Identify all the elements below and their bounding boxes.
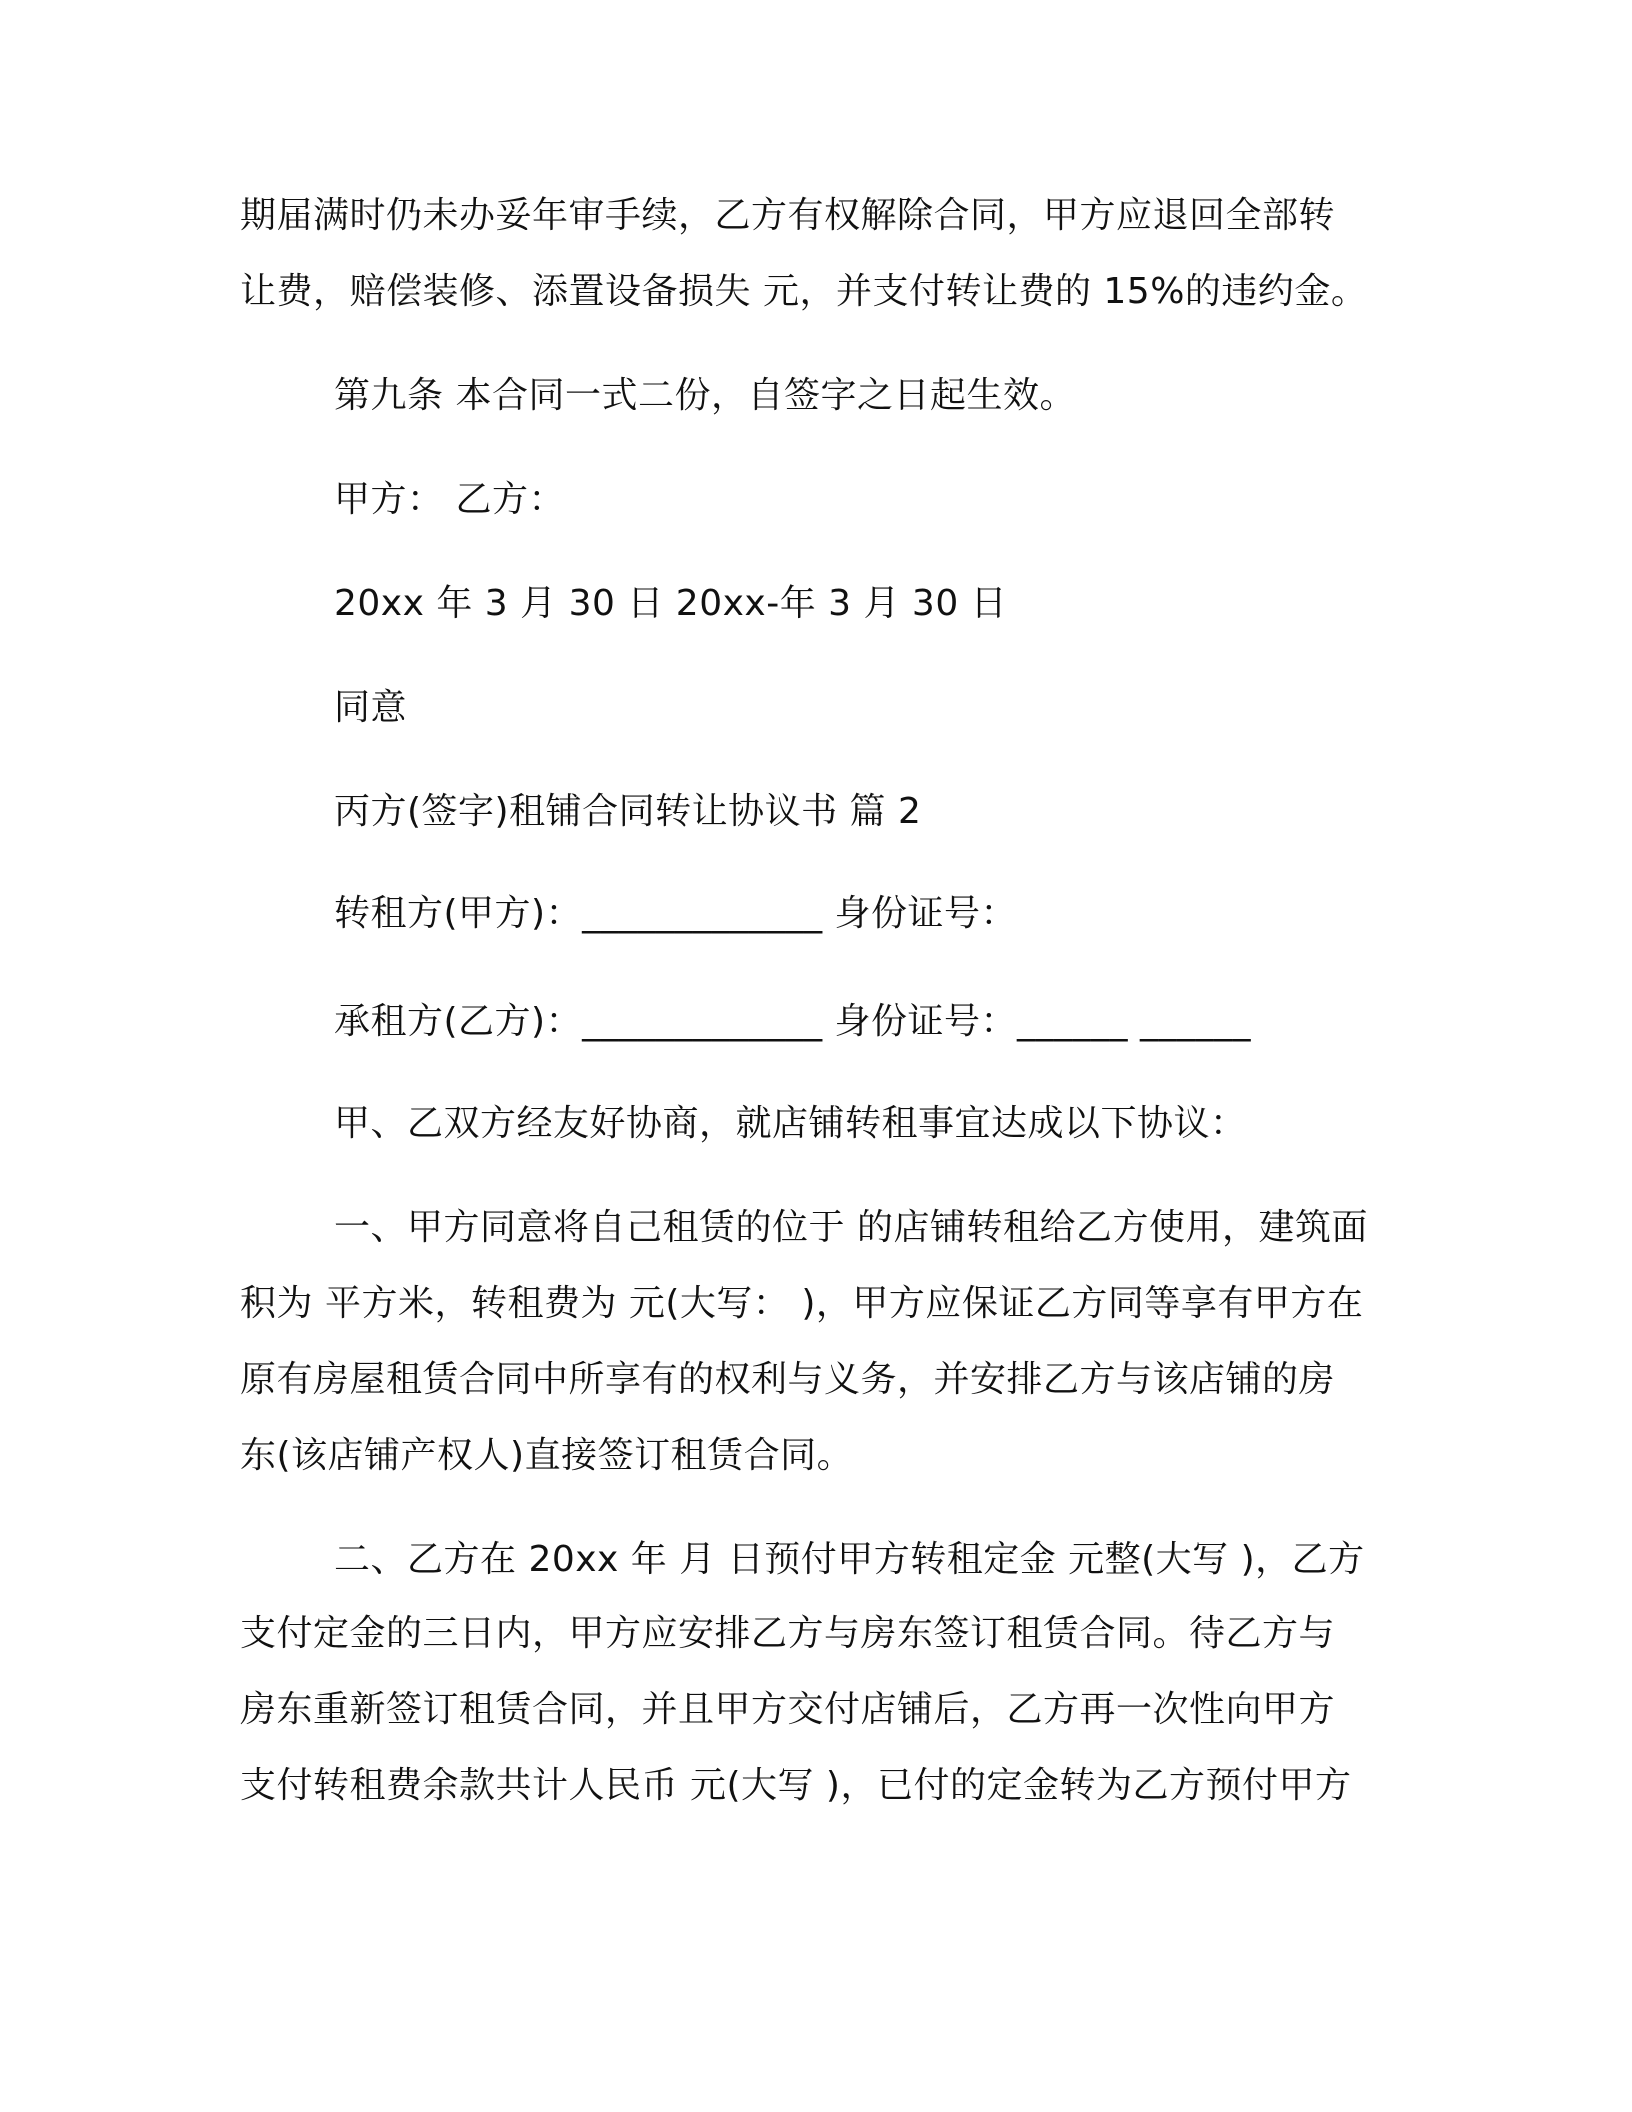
section-heading: 丙方(签字)租铺合同转让协议书 篇 2 xyxy=(334,791,922,832)
article-nine: 第九条 本合同一式二份，自签字之日起生效。 xyxy=(334,375,1076,416)
clause-one-line: 一、甲方同意将自己租赁的位于 的店铺转租给乙方使用，建筑面 xyxy=(334,1207,1368,1248)
clause-one-line: 原有房屋租赁合同中所享有的权利与义务，并安排乙方与该店铺的房 xyxy=(240,1359,1336,1400)
clause-two-line: 二、乙方在 20xx 年 月 日预付甲方转租定金 元整(大写 )，乙方 xyxy=(334,1539,1365,1580)
text-line: 让费，赔偿装修、添置设备损失 元，并支付转让费的 15%的违约金。 xyxy=(240,271,1368,312)
consent-line: 同意 xyxy=(334,687,408,728)
clause-two-line: 房东重新签订租赁合同，并且甲方交付店铺后，乙方再一次性向甲方 xyxy=(240,1689,1336,1730)
clause-one-line: 积为 平方米，转租费为 元(大写： )，甲方应保证乙方同等享有甲方在 xyxy=(240,1283,1364,1324)
lessee-line: 承租方(乙方)：_____________ 身份证号：______ ______ xyxy=(334,1001,1251,1042)
signature-dates: 20xx 年 3 月 30 日 20xx-年 3 月 30 日 xyxy=(334,583,1008,624)
sublessor-line: 转租方(甲方)：_____________ 身份证号： xyxy=(334,893,1018,934)
text-line: 期届满时仍未办妥年审手续，乙方有权解除合同，甲方应退回全部转 xyxy=(240,195,1336,236)
agreement-intro: 甲、乙双方经友好协商，就店铺转租事宜达成以下协议： xyxy=(334,1103,1247,1144)
signature-parties: 甲方： 乙方： xyxy=(334,479,565,520)
clause-two-line: 支付定金的三日内，甲方应安排乙方与房东签订租赁合同。待乙方与 xyxy=(240,1613,1336,1654)
clause-one-line: 东(该店铺产权人)直接签订租赁合同。 xyxy=(240,1435,854,1476)
clause-two-line: 支付转租费余款共计人民币 元(大写 )，已付的定金转为乙方预付甲方 xyxy=(240,1765,1352,1806)
